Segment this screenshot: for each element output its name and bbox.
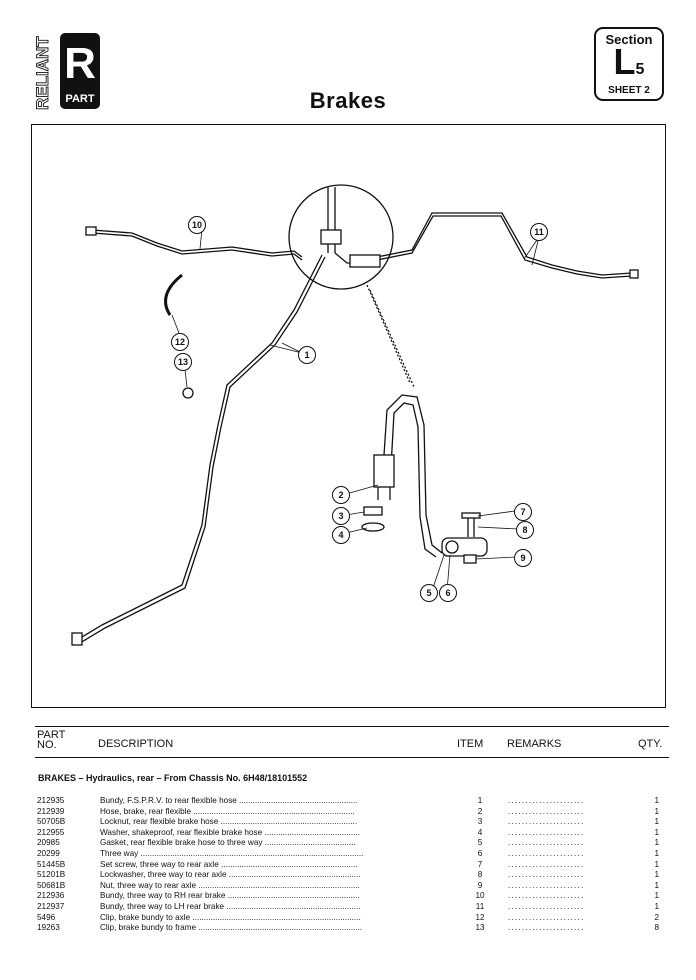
- quantity: 1: [654, 796, 659, 805]
- quantity: 1: [654, 817, 659, 827]
- item-number: 8: [477, 870, 483, 880]
- callout-10: 10: [188, 216, 206, 234]
- item-number: 11: [475, 902, 485, 911]
- item-number: 6: [477, 849, 483, 858]
- table-row: [0, 807, 696, 818]
- callout-8: 8: [516, 521, 534, 539]
- remarks: ......................: [508, 923, 585, 933]
- table-row: [0, 902, 696, 913]
- quantity: 1: [654, 838, 659, 848]
- callout-7: 7: [514, 503, 532, 521]
- remarks: ......................: [508, 880, 585, 890]
- table-row: [0, 891, 696, 902]
- quantity: 1: [654, 849, 659, 858]
- quantity: 8: [654, 923, 659, 933]
- part-description: Nut, three way to rear axle .......................................................................: [100, 880, 360, 890]
- item-number: 13: [475, 923, 485, 933]
- section-heading: BRAKES – Hydraulics, rear – From Chassis No. 6H48/18101552: [38, 773, 308, 783]
- table-row: [0, 913, 696, 924]
- item-number: 10: [475, 891, 485, 901]
- header-item: ITEM: [457, 738, 484, 750]
- remarks: ......................: [508, 838, 585, 848]
- callout-12: 12: [171, 333, 189, 351]
- callout-9: 9: [514, 549, 532, 567]
- item-number: 3: [477, 817, 483, 827]
- table-row: [0, 923, 696, 934]
- callout-3: 3: [332, 507, 350, 525]
- quantity: 1: [654, 902, 659, 911]
- item-number: 1: [477, 796, 483, 805]
- remarks: ......................: [508, 902, 585, 911]
- remarks: ......................: [508, 806, 585, 816]
- part-number: 212937: [37, 902, 65, 911]
- table-row: [0, 860, 696, 871]
- item-number: 9: [477, 880, 483, 890]
- callout-4: 4: [332, 526, 350, 544]
- part-number: 20299: [37, 849, 60, 858]
- item-number: 2: [477, 806, 483, 816]
- quantity: 1: [654, 827, 659, 837]
- callout-13: 13: [174, 353, 192, 371]
- part-number: 19263: [37, 923, 60, 933]
- remarks: ......................: [508, 912, 585, 922]
- part-description: Gasket, rear flexible brake hose to three way ........................................: [100, 838, 356, 848]
- brake-diagram-drawing: [32, 125, 664, 706]
- section-code: [596, 41, 662, 85]
- section-box: [594, 27, 664, 101]
- part-number: 20985: [37, 838, 60, 848]
- part-description: Set screw, three way to rear axle ............................................................: [100, 859, 358, 869]
- table-row: [0, 828, 696, 839]
- part-number: 51201B: [37, 870, 66, 880]
- part-number: 51445B: [37, 859, 66, 869]
- callout-11: 11: [530, 223, 548, 241]
- logo-brand-text: RELIANT: [33, 36, 52, 110]
- section-sheet: SHEET 2: [608, 85, 650, 96]
- part-number: 212939: [37, 806, 65, 816]
- quantity: 1: [654, 870, 659, 880]
- callout-5: 5: [420, 584, 438, 602]
- quantity: 1: [654, 806, 659, 816]
- remarks: ......................: [508, 870, 585, 880]
- remarks: ......................: [508, 891, 585, 901]
- section-label: Section: [605, 32, 653, 47]
- remarks: ......................: [508, 817, 585, 827]
- logo-part-text: PART: [65, 93, 95, 105]
- section-letter: L: [613, 41, 636, 82]
- header-description: DESCRIPTION: [98, 738, 174, 750]
- item-number: 4: [477, 827, 483, 837]
- item-number: 12: [475, 912, 485, 922]
- table-row: [0, 881, 696, 892]
- remarks: ......................: [508, 849, 585, 858]
- item-number: 5: [477, 838, 483, 848]
- page-title: Brakes: [309, 88, 387, 113]
- part-description: Hose, brake, rear flexible .......................................................................: [100, 806, 355, 816]
- callout-2: 2: [332, 486, 350, 504]
- callout-1: 1: [298, 346, 316, 364]
- quantity: 1: [654, 880, 659, 890]
- table-row: [0, 870, 696, 881]
- part-description: Lockwasher, three way to rear axle ..........................................................: [100, 870, 361, 880]
- part-description: Bundy, three way to RH rear brake ..........................................................: [100, 891, 360, 901]
- table-row: [0, 838, 696, 849]
- part-number: 212935: [37, 796, 65, 805]
- table-row: [0, 849, 696, 860]
- quantity: 2: [654, 912, 659, 922]
- parts-table-header: [35, 726, 669, 758]
- logo-letter: R: [64, 39, 96, 88]
- part-number: 212955: [37, 827, 65, 837]
- part-description: Clip, brake bundy to frame ........................................................................: [100, 923, 363, 933]
- remarks: ......................: [508, 827, 585, 837]
- part-number: 50681B: [37, 880, 66, 890]
- quantity: 1: [654, 891, 659, 901]
- quantity: 1: [654, 859, 659, 869]
- part-description: Bundy, F.S.P.R.V. to rear flexible hose ....................................................: [100, 796, 358, 805]
- item-number: 7: [477, 859, 483, 869]
- part-description: Washer, shakeproof, rear flexible brake hose ..........................................: [100, 827, 360, 837]
- part-number: 212936: [37, 891, 65, 901]
- part-description: Three way ..................................................................................................: [100, 849, 364, 858]
- part-description: Clip, brake bundy to axle ..........................................................................: [100, 912, 361, 922]
- remarks: ......................: [508, 796, 585, 805]
- header-qty: QTY.: [638, 738, 663, 750]
- brake-diagram: [31, 124, 666, 708]
- callout-6: 6: [439, 584, 457, 602]
- table-row: [0, 796, 696, 807]
- part-description: Bundy, three way to LH rear brake ...........................................................: [100, 902, 361, 911]
- part-description: Locknut, rear flexible brake hose ............................................................: [100, 817, 358, 827]
- section-number: 5: [635, 61, 645, 78]
- header-part-no: PART NO.: [37, 729, 66, 751]
- remarks: ......................: [508, 859, 585, 869]
- table-row: [0, 817, 696, 828]
- part-number: 50705B: [37, 817, 66, 827]
- part-number: 5496: [37, 912, 56, 922]
- header-remarks: REMARKS: [507, 738, 562, 750]
